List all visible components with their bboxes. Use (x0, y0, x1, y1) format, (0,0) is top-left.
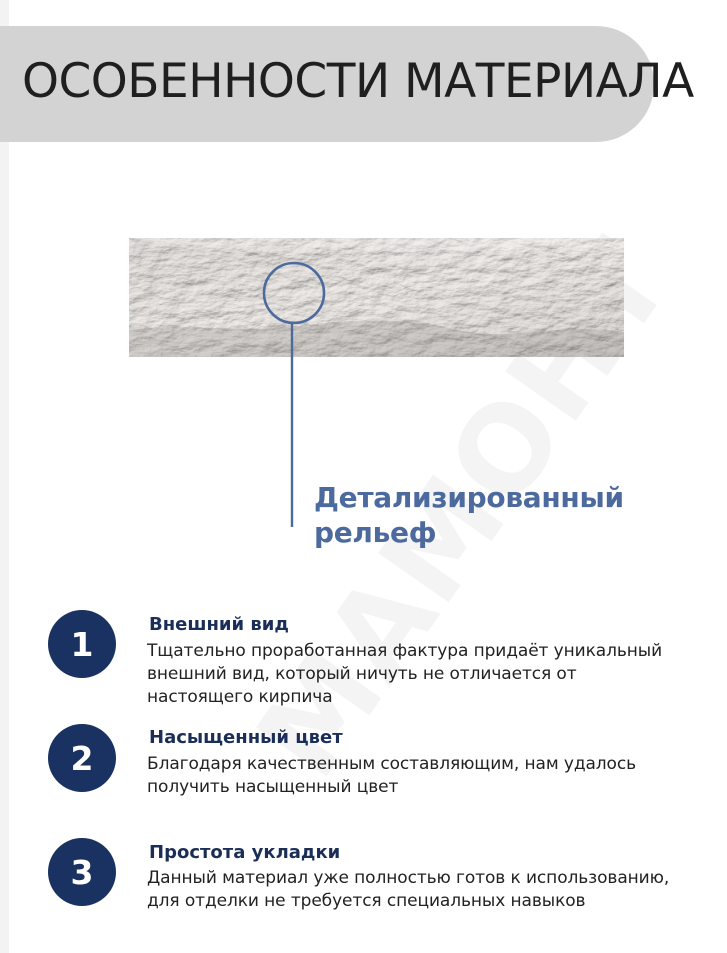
item-desc-line: Благодаря качественным составляющим, нам удалось (147, 754, 637, 774)
page-title: ОСОБЕННОСТИ МАТЕРИАЛА (22, 54, 694, 109)
item-desc-installation (147, 867, 687, 913)
number-badge-1: 1 (48, 610, 116, 678)
item-desc-appearance (147, 640, 687, 709)
item-desc-line: настоящего кирпича (147, 687, 333, 707)
item-desc-line: Тщательно проработанная фактура придаёт уникальный (147, 641, 663, 661)
item-desc-line: Данный материал уже полностью готов к использованию, (147, 868, 670, 888)
item-desc-line: получить насыщенный цвет (147, 777, 399, 797)
left-edge-strip (0, 0, 9, 953)
item-desc-color (147, 753, 687, 799)
feature-label-line1: Детализированный (314, 481, 624, 514)
brick-image (129, 238, 624, 357)
feature-label (314, 480, 674, 550)
item-desc-line: внешний вид, который ничуть не отличается от (147, 664, 577, 684)
item-title-installation: Простота укладки (149, 842, 341, 863)
number-badge-2: 2 (48, 724, 116, 792)
item-title-color: Насыщенный цвет (149, 727, 343, 748)
feature-label-line2: рельеф (314, 516, 437, 549)
number-badge-3: 3 (48, 838, 116, 906)
item-desc-line: для отделки не требуется специальных навыков (147, 891, 586, 911)
item-title-appearance: Внешний вид (149, 614, 289, 635)
